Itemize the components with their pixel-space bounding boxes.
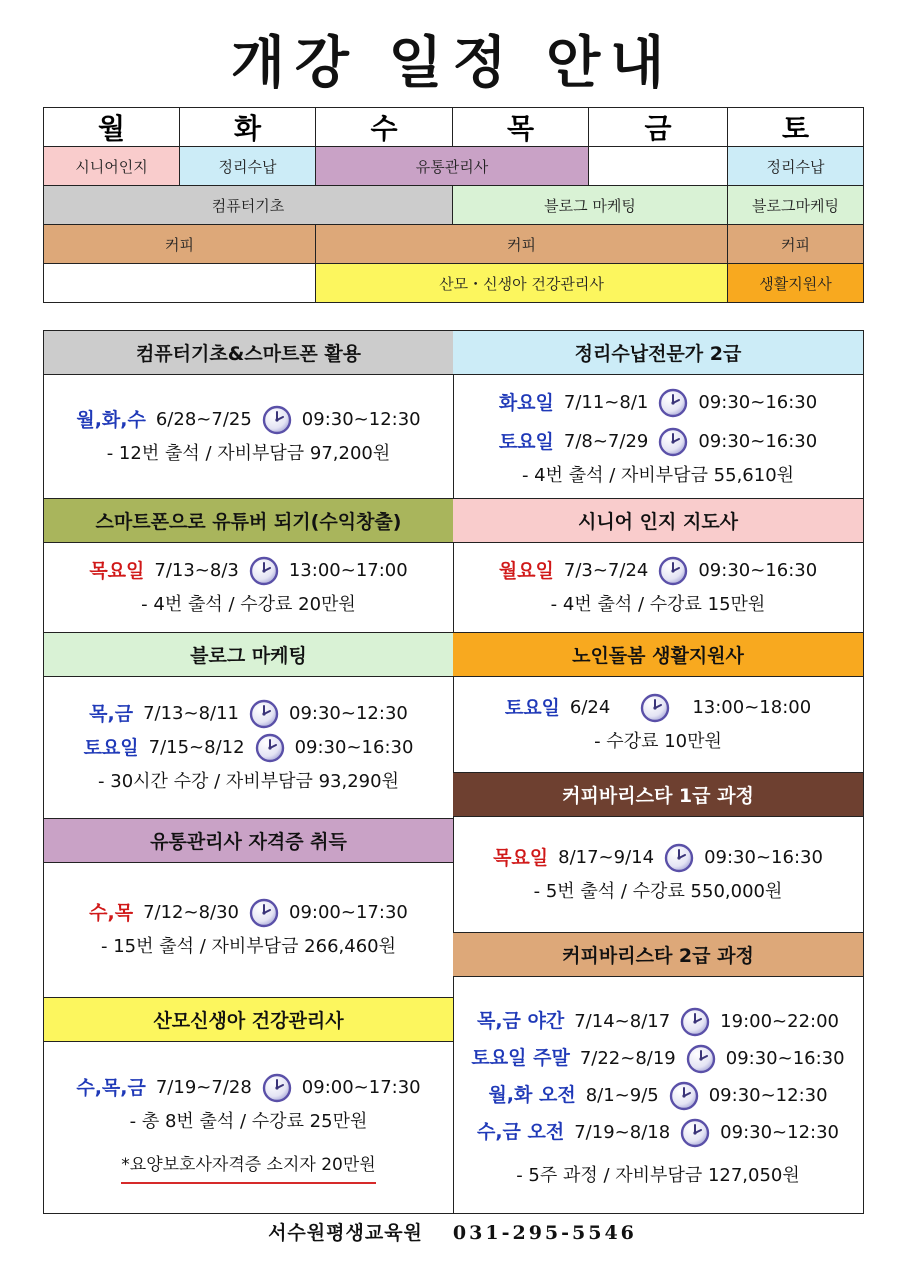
- day-thu: 목: [453, 108, 589, 147]
- course-title: 유통관리사 자격증 취득: [44, 819, 453, 863]
- schedule-days: 월,화,수: [76, 408, 146, 431]
- schedule-time: 13:00~18:00: [692, 696, 812, 718]
- schedule-row: [84, 731, 414, 765]
- schedule-days: 월,화 오전: [488, 1084, 576, 1106]
- schedule-time: 13:00~17:00: [288, 559, 408, 581]
- course-organize: [453, 331, 863, 499]
- schedule-row: [499, 554, 817, 588]
- schedule-row: [488, 1077, 827, 1114]
- course-column-right: [453, 331, 863, 1213]
- weekly-timetable: [43, 107, 864, 303]
- slot-blog-sat: 블로그마케팅: [728, 186, 863, 225]
- schedule-days: 토요일 주말: [471, 1047, 570, 1069]
- schedule-time: 09:30~16:30: [704, 846, 823, 868]
- course-note: - 4번 출석 / 자비부담금 55,610원: [521, 464, 795, 486]
- clock-icon: [262, 405, 292, 435]
- schedule-dates: 6/24: [569, 696, 611, 718]
- course-title: 산모신생아 건강관리사: [44, 998, 453, 1042]
- discount-note: *요양보호사자격증 소지자 20만원: [121, 1149, 375, 1184]
- clock-icon: [249, 556, 279, 586]
- day-sat: 토: [728, 108, 863, 147]
- schedule-row: [76, 403, 420, 437]
- course-title: 커피바리스타 1급 과정: [453, 773, 863, 817]
- schedule-row: [89, 896, 408, 930]
- schedule-dates: 7/22~8/19: [579, 1048, 676, 1069]
- schedule-row: [477, 1003, 839, 1040]
- schedule-dates: 7/19~8/18: [574, 1122, 671, 1143]
- schedule-days: 목요일: [89, 559, 145, 582]
- schedule-time: 09:30~16:30: [698, 391, 818, 413]
- schedule-dates: 7/12~8/30: [143, 902, 240, 923]
- slot-computer-mon-wed: 컴퓨터기초: [44, 186, 453, 225]
- schedule-row: [505, 691, 811, 725]
- schedule-time: 09:30~16:30: [725, 1048, 845, 1069]
- slot-senior-mon: 시니어인지: [44, 147, 180, 186]
- course-column-left: [44, 331, 454, 1213]
- schedule-time: 09:30~16:30: [698, 430, 818, 452]
- schedule-dates: 8/17~9/14: [558, 846, 655, 868]
- slot-coffee-wed-fri: 커피: [316, 225, 728, 264]
- clock-icon: [680, 1007, 710, 1037]
- slot-coffee-mon-tue: 커피: [44, 225, 316, 264]
- schedule-time: 09:00~17:30: [289, 902, 408, 923]
- day-tue: 화: [180, 108, 316, 147]
- schedule-days: 토요일: [504, 696, 560, 719]
- day-fri: 금: [589, 108, 728, 147]
- schedule-time: 09:00~17:30: [301, 1077, 421, 1098]
- slot-maternity-wed-fri: 산모・신생아 건강관리사: [316, 264, 728, 302]
- course-title: 정리수납전문가 2급: [453, 331, 863, 375]
- schedule-time: 09:30~12:30: [301, 408, 421, 430]
- schedule-time: 09:30~16:30: [294, 736, 414, 758]
- slot-coffee-sat: 커피: [728, 225, 863, 264]
- schedule-days: 수,목: [89, 902, 134, 924]
- course-note: - 4번 출석 / 수강료 15만원: [550, 593, 766, 615]
- slot-empty-fri: [589, 147, 728, 186]
- course-elder-care: [453, 633, 863, 773]
- schedule-dates: 7/13~8/3: [154, 559, 239, 581]
- slot-organize-sat: 정리수납: [728, 147, 863, 186]
- clock-icon: [669, 1081, 699, 1111]
- slot-distribution-wed-thu: 유통관리사: [316, 147, 589, 186]
- page-title: 개강 일정 안내: [230, 30, 675, 96]
- course-title: 시니어 인지 지도사: [453, 499, 863, 543]
- schedule-dates: 7/11~8/1: [563, 391, 649, 413]
- course-title: 블로그 마케팅: [44, 633, 453, 677]
- schedule-days: 월요일: [498, 559, 554, 582]
- clock-icon: [658, 388, 688, 418]
- slot-organize-tue: 정리수납: [180, 147, 316, 186]
- organization-name: 서수원평생교육원: [268, 1222, 423, 1244]
- course-title: 노인돌봄 생활지원사: [453, 633, 863, 677]
- schedule-row: [471, 1040, 844, 1077]
- course-barista-1: [453, 773, 863, 933]
- clock-icon: [249, 699, 279, 729]
- course-title: 스마트폰으로 유튜버 되기(수익창출): [44, 499, 453, 543]
- course-title: 컴퓨터기초&스마트폰 활용: [44, 331, 453, 375]
- schedule-time: 09:30~12:30: [289, 702, 408, 724]
- schedule-time: 09:30~16:30: [698, 559, 818, 581]
- schedule-row: [89, 554, 407, 588]
- course-blog: [44, 633, 453, 819]
- schedule-dates: 7/13~8/11: [143, 702, 240, 724]
- schedule-days: 토요일: [498, 430, 554, 453]
- footer-contact: [0, 1218, 905, 1245]
- clock-icon: [255, 733, 285, 763]
- course-youtube: [44, 499, 453, 633]
- course-computer: [44, 331, 453, 499]
- schedule-dates: 8/1~9/5: [585, 1085, 659, 1106]
- course-note: - 5주 과정 / 자비부담금 127,050원: [516, 1165, 800, 1186]
- schedule-row: [76, 1071, 420, 1105]
- course-note: - 4번 출석 / 수강료 20만원: [141, 593, 356, 615]
- course-note: - 수강료 10만원: [594, 730, 722, 752]
- schedule-row: [493, 841, 823, 875]
- schedule-row: [499, 425, 817, 459]
- schedule-days: 목요일: [493, 846, 549, 869]
- course-note: - 총 8번 출석 / 수강료 25만원: [129, 1111, 368, 1132]
- clock-icon: [640, 693, 670, 723]
- course-senior: [453, 499, 863, 633]
- phone-number: 031-295-5546: [452, 1222, 637, 1244]
- schedule-time: 09:30~12:30: [720, 1122, 839, 1143]
- clock-icon: [664, 843, 694, 873]
- schedule-dates: 7/14~8/17: [574, 1011, 671, 1032]
- slot-empty-mon-tue: [44, 264, 316, 302]
- schedule-dates: 7/15~8/12: [148, 736, 245, 758]
- day-mon: 월: [44, 108, 180, 147]
- course-note: - 30시간 수강 / 자비부담금 93,290원: [98, 770, 399, 792]
- schedule-days: 화요일: [498, 391, 554, 414]
- clock-icon: [262, 1073, 292, 1103]
- day-wed: 수: [316, 108, 453, 147]
- clock-icon: [686, 1044, 716, 1074]
- course-note: - 5번 출석 / 수강료 550,000원: [533, 880, 783, 902]
- clock-icon: [658, 556, 688, 586]
- schedule-time: 09:30~12:30: [708, 1085, 828, 1106]
- schedule-dates: 6/28~7/25: [155, 408, 252, 430]
- clock-icon: [680, 1118, 710, 1148]
- schedule-dates: 7/8~7/29: [563, 430, 649, 452]
- slot-elder-care-sat: 생활지원사: [728, 264, 863, 302]
- schedule-dates: 7/3~7/24: [563, 559, 649, 581]
- slot-blog-thu-fri: 블로그 마케팅: [453, 186, 728, 225]
- clock-icon: [249, 898, 279, 928]
- course-barista-2: [453, 933, 863, 1213]
- schedule-row: [477, 1114, 839, 1151]
- course-note: - 12번 출석 / 자비부담금 97,200원: [106, 442, 391, 464]
- course-note: - 15번 출석 / 자비부담금 266,460원: [101, 936, 396, 957]
- course-title: 커피바리스타 2급 과정: [453, 933, 863, 977]
- schedule-days: 목,금: [89, 702, 134, 725]
- schedule-days: 목,금 야간: [476, 1010, 565, 1032]
- course-maternity: [44, 998, 453, 1213]
- schedule-days: 수,목,금: [76, 1077, 146, 1099]
- schedule-days: 수,금 오전: [476, 1121, 565, 1143]
- clock-icon: [658, 427, 688, 457]
- schedule-dates: 7/19~7/28: [155, 1077, 252, 1098]
- schedule-days: 토요일: [83, 736, 139, 759]
- course-distribution: [44, 819, 453, 998]
- schedule-row: [499, 381, 817, 425]
- course-list: [43, 330, 864, 1214]
- schedule-time: 19:00~22:00: [720, 1011, 839, 1032]
- schedule-row: [89, 697, 408, 731]
